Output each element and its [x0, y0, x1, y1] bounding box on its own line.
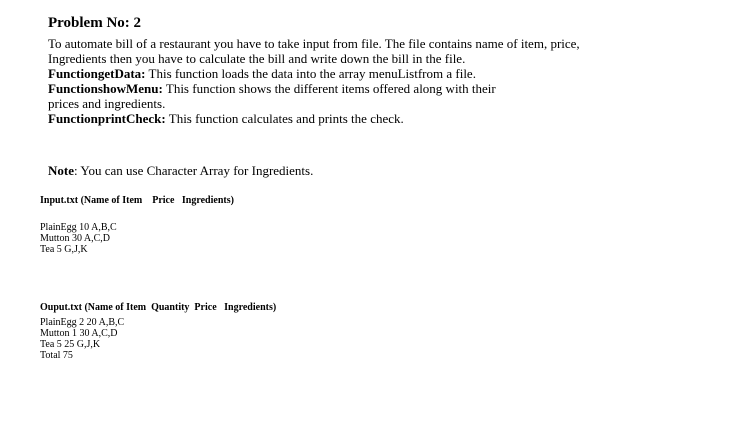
get-data-label: FunctiongetData: — [48, 66, 146, 81]
input-row: PlainEgg 10 A,B,C — [40, 222, 117, 233]
output-file-rows — [40, 317, 124, 361]
show-menu-line — [48, 81, 580, 96]
print-check-label: FunctionprintCheck: — [48, 111, 166, 126]
intro-line-1: To automate bill of a restaurant you have to take input from file. The file contains name of item, price, — [48, 36, 580, 51]
output-row: PlainEgg 2 20 A,B,C — [40, 317, 125, 328]
output-row: Mutton 1 30 A,C,D — [40, 328, 118, 339]
show-menu-line-2: prices and ingredients. — [48, 96, 166, 111]
get-data-text: This function loads the data into the array menuListfrom a file. — [145, 66, 476, 81]
problem-title: Problem No: 2 — [48, 15, 142, 31]
note-label: Note — [48, 163, 74, 178]
input-file-rows — [40, 222, 117, 255]
output-total-row: Total 75 — [40, 350, 73, 361]
problem-description — [48, 36, 580, 126]
input-file-heading: Input.txt (Name of Item Price Ingredients) — [40, 195, 234, 206]
output-file-heading: Ouput.txt (Name of Item Quantity Price Ingredients) — [40, 302, 277, 313]
show-menu-label: FunctionshowMenu: — [48, 81, 163, 96]
input-row: Mutton 30 A,C,D — [40, 233, 111, 244]
input-row: Tea 5 G,J,K — [40, 244, 88, 255]
intro-line-2: Ingredients then you have to calculate the bill and write down the bill in the file. — [48, 51, 466, 66]
print-check-text: This function calculates and prints the check. — [165, 111, 404, 126]
output-row: Tea 5 25 G,J,K — [40, 339, 101, 350]
note-text: : You can use Character Array for Ingredients. — [74, 163, 314, 178]
show-menu-text: This function shows the different items offered along with their — [162, 81, 496, 96]
print-check-line — [48, 111, 580, 126]
get-data-line — [48, 66, 580, 81]
note-line — [48, 163, 313, 178]
